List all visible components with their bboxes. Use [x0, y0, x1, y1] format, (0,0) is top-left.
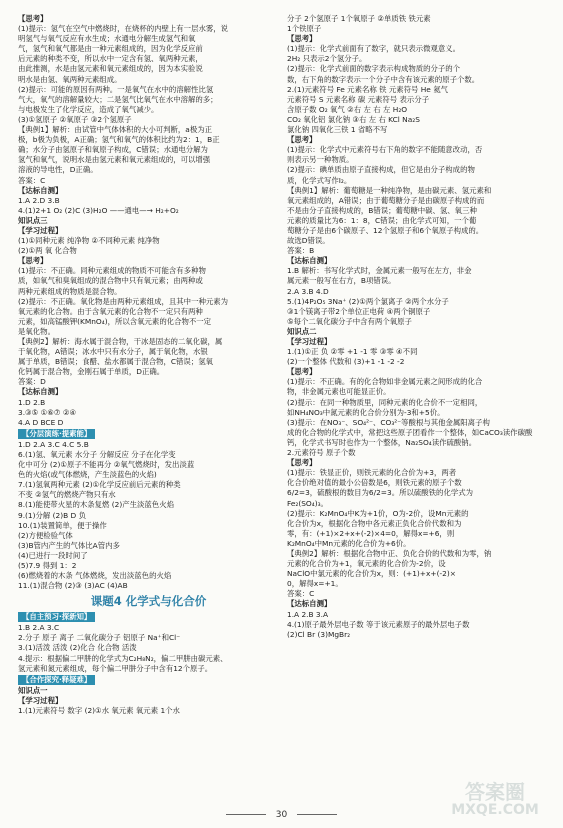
text-line: 6.(1)氢、氧元素 水分子 分解反应 分子在化学变: [18, 449, 176, 459]
text-line: 8.(1)能使带火星的木条复燃 (2)产生淡蓝色火焰: [18, 500, 174, 510]
text-line: 化钙属于混合物，金刚石属于单质，D正确。: [18, 367, 165, 377]
section-heading: 【学习过程】: [18, 225, 63, 235]
text-line: 2.A 3.B 4.D: [287, 286, 329, 296]
text-line: 化中可分 (2)①原子不能再分 ②氧气燃烧时，发出淡蓝: [18, 460, 195, 470]
text-line: 氯化钠 四氧化三铁 1 省略不写: [287, 125, 388, 135]
section-heading: 【思考】: [18, 256, 48, 266]
text-line: 由此推测，水是由氢元素和氧元素组成的，因为本实验说: [18, 64, 203, 74]
text-line: 2.(1)元素符号 Fe 元素名称 铁 元素符号 He 氦气: [287, 84, 448, 94]
text-line: 属于单质，B错误；食醋、盐水都属于混合物，C错误；氢氧: [18, 357, 213, 367]
text-line: 与电极发生了化学反应，造成了氧气减少。: [18, 104, 159, 114]
text-line: (2)提示：在同一种物质里，同种元素的化合价不一定相同，: [287, 397, 483, 407]
text-line: 【典例1】解析：由试管中气体体积的大小可判断，a极为正: [18, 125, 212, 135]
text-line: 氧元素组成的，A错误；由于葡萄糖分子是由碳原子构成的而: [287, 195, 485, 205]
section-banner-row: [18, 611, 279, 623]
text-line: 11.(1)混合物 (2)③ (3)AC (4)AB: [18, 581, 128, 591]
text-line: 元素的化合价为+1，氧元素的化合价为-2价，设: [287, 559, 446, 569]
text-line: 2H₂ 只表示2个氢分子。: [287, 54, 367, 64]
text-line: 故选D错误。: [287, 236, 330, 246]
text-line: (1)①同种元素 纯净物 ②不同种元素 纯净物: [18, 236, 160, 246]
text-line: 质，如氧气和臭氧组成的混合物中只有氧元素；由两种或: [18, 276, 203, 286]
text-line: 1.(1)①正 负 ②零 +1 -1 零 ③零 ④不同: [287, 347, 418, 357]
text-line: 钙，化学式书写时也作为一个整体，Na₂SO₄读作硫酸钠。: [287, 437, 477, 447]
section-banner-row: [18, 428, 279, 440]
text-line: 氢元素和氮元素组成，每个偏二甲肼分子中含有12个原子。: [18, 663, 213, 673]
text-line: 4.(1)2+1 O₂ (2)C (3)H₂O ——通电—→ H₂+O₂: [18, 205, 179, 215]
text-line: 5.(1)4P₂O₅ 3Na⁺ (2)①两个氯离子 ②两个水分子: [287, 296, 449, 306]
text-line: 明水是由氢、氧两种元素组成。: [18, 74, 122, 84]
section-banner-row: [18, 674, 279, 686]
section-heading: 知识点一: [18, 685, 48, 695]
text-line: 4.A D BCE D: [18, 417, 64, 427]
text-line: CO₂ 氧化铝 氯化钠 ③右 左 右 KCl Na₂S: [287, 114, 420, 124]
section-heading: 【思考】: [287, 458, 317, 468]
text-line: 9.(1)分解 (2)B D 负: [18, 510, 86, 520]
section-banner: 【合作探究·释疑难】: [18, 675, 95, 685]
text-line: ⑤每个二氧化碳分子中含有两个氧原子: [287, 316, 412, 326]
text-line: (2)①两 氧 化合物: [18, 246, 77, 256]
text-line: 含原子数 O₂ 氧气 ②右 左 右 左 H₂O: [287, 104, 408, 114]
text-line: (2)方便检验气体: [18, 530, 73, 540]
section-heading: 【达标自测】: [287, 599, 332, 609]
text-line: (1)提示：铁显正价，则铁元素的化合价为+3，两者: [287, 468, 457, 478]
text-line: (1)提示：化学式前面有了数字，就只表示微观意义。: [287, 44, 461, 54]
section-banner: 【自主预习·探新知】: [18, 612, 95, 622]
text-line: 3.(1)活泼 活泼 (2)化合 化合物 活泼: [18, 643, 137, 653]
text-line: (2)提示：化学式前面的数字表示构成物质的分子的个: [287, 64, 461, 74]
text-line: 【典例2】解析：海水属于混合物，干冰是固态的二氧化碳，属: [18, 337, 223, 346]
text-line: 1.B 2.A 3.C: [18, 623, 60, 633]
watermark-line1: 答案圈: [465, 780, 525, 804]
text-line: 数，右下角的数字表示一个分子中含有该元素的原子个数。: [287, 74, 480, 84]
section-heading: 【思考】: [287, 367, 317, 377]
text-line: 1.(1)元素符号 数字 (2)①水 氧元素 氧元素 1个水: [18, 705, 180, 715]
text-line: 气，氢气和氧气都是由一种元素组成的，因为化学反应前: [18, 44, 203, 54]
text-line: 是氧化物。: [18, 326, 55, 336]
text-line: 【典例1】解析：葡萄糖是一种纯净物，是由碳元素、氢元素和: [287, 185, 492, 195]
text-line: 后元素的种类不变，所以水中一定含有氢、氧两种元素，: [18, 54, 203, 64]
text-line: 元素，如高锰酸钾(KMnO₄)，所以含氧元素的化合物不一定: [18, 316, 212, 326]
text-line: NaClO中氯元素的化合价为x，则：(+1)+x+(-2)×: [287, 569, 456, 579]
text-line: 4.(1)原子最外层电子数 等于该元素原子的最外层电子数: [287, 619, 470, 629]
text-line: (2)一个整体 代数和 (3)+1 -1 -2 -2: [287, 357, 405, 367]
text-line: 3.③⑤ ①⑥⑦ ②④: [18, 407, 77, 417]
text-line: Fe₂(SO₄)₃。: [287, 498, 328, 508]
text-line: 2.分子 原子 离子 二氧化碳分子 铝原子 Na⁺和Cl⁻: [18, 633, 181, 643]
text-line: 【典例2】解析：根据化合物中正、负化合价的代数和为零，钠: [287, 548, 492, 558]
text-line: 6/2=3，硫酸根的数目为6/2=3。所以硫酸铁的化学式为: [287, 488, 474, 498]
text-line: 如NH₄NO₃中氮元素的化合价分别为-3和+5价。: [287, 407, 445, 417]
left-column: [18, 14, 279, 804]
text-line: 分子 2个氢原子 1个氧原子 ②单质铁 铁元素: [287, 14, 431, 23]
text-line: 答案：C: [18, 175, 46, 185]
text-line: 氢气和氧气，说明水是由氢元素和氧元素组成的，可以增强: [18, 155, 211, 165]
text-line: 1.D 2.B: [18, 397, 46, 407]
section-heading: 【思考】: [287, 34, 317, 44]
section-banner: 【分层演练·提素能】: [18, 429, 95, 439]
text-line: 元素的质量比为6：1：8，C错误；由化学式可知，一个葡: [287, 215, 477, 225]
text-line: (2)提示：可能的原因有两种。一是氧气在水中的溶解性比氢: [18, 84, 214, 94]
text-line: 质，化学式写作I₂。: [287, 175, 352, 185]
text-line: 1.A 2.B 3.A: [287, 609, 329, 619]
section-heading: 【思考】: [287, 135, 317, 145]
text-line: 氧元素的化合物。由于含氧元素的化合物不一定只有两种: [18, 306, 203, 316]
watermark-logo: [435, 782, 555, 822]
text-line: (2)提示：K₂MnO₄中K为+1价，O为-2价，设Mn元素的: [287, 508, 469, 518]
section-heading: 知识点三: [18, 215, 48, 225]
text-line: 明氢气与氧气反应有水生成；水通电分解生成氢气和氧: [18, 34, 196, 44]
section-heading: 【学习过程】: [18, 695, 63, 705]
text-line: 溶液的导电性，D正确。: [18, 165, 98, 175]
text-line: 不变 ②氢气的燃烧产物只有水: [18, 490, 116, 500]
text-line: ③1个镁离子带2个单位正电荷 ④两个铜原子: [287, 306, 431, 316]
text-line: (2)提示：不正确。氧化物是由两种元素组成，且其中一种元素为: [18, 296, 229, 306]
text-line: 确；水分子由氢原子和氧原子构成，C错误；水通电分解为: [18, 145, 208, 155]
text-line: (1)提示：化学式中元素符号右下角的数字不能随意改动，否: [287, 145, 483, 155]
lesson-title: 课题4 化学式与化合价: [90, 594, 207, 609]
text-line: 不是由分子直接构成的，B错误；葡萄糖中碳、氢、氧三种: [287, 205, 477, 215]
section-heading: 【思考】: [18, 14, 48, 23]
text-line: 零，有：(+1)×2+x+(-2)×4=0，解得x=+6，则: [287, 528, 455, 538]
text-line: 萄糖分子是由6个碳原子、12个氢原子和6个氧原子构成的。: [287, 225, 484, 235]
text-line: (1)提示：氢气在空气中燃烧时，在烧杯的内壁上有一层水雾，说: [18, 24, 229, 34]
answer-page: [18, 14, 548, 804]
watermark-line2: MXQE.COM: [451, 802, 539, 818]
text-line: (4)已进行一段时间了: [18, 550, 88, 560]
section-heading: 【达标自测】: [18, 387, 63, 397]
text-line: 答案：D: [18, 377, 46, 387]
section-heading: 【达标自测】: [18, 185, 63, 195]
text-line: 答案：C: [287, 589, 315, 599]
text-line: 则表示另一种物质。: [287, 155, 354, 165]
text-line: 1.D 2.A 3.C 4.C 5.B: [18, 439, 89, 449]
text-line: 10.(1)装置简单，便于操作: [18, 520, 107, 530]
text-line: 7.(1)氢氧两种元素 (2)①化学反应前后元素的种类: [18, 480, 181, 490]
section-heading: 【达标自测】: [287, 256, 332, 266]
text-line: 1.B 解析：书写化学式时，金属元素一般写在左方，非金: [287, 266, 472, 276]
text-line: 气大，氧气的溶解量较大；二是氢气比氧气在水中溶解的多；: [18, 94, 218, 104]
text-line: (3)B管内产生的气体比A管内多: [18, 540, 120, 550]
text-line: 属元素一般写在右方，B项错误。: [287, 276, 396, 286]
text-line: (3)①氢原子 ②氧原子 ③2个氢原子: [18, 114, 132, 124]
text-line: 元素符号 S 元素名称 碳 元素符号 表示分子: [287, 94, 430, 104]
text-line: K₂MnO₄中Mn元素的化合价为+6价。: [287, 538, 411, 548]
text-line: 两种元素组成的物质是混合物。: [18, 286, 122, 296]
text-line: 1个铁原子: [287, 24, 322, 34]
text-line: 色的火焰(或气体燃烧，产生淡蓝色的火焰): [18, 470, 157, 480]
page-number: 30: [275, 810, 288, 820]
text-line: (2)提示：碘单质由原子直接构成，但它是由分子构成的物: [287, 165, 475, 175]
text-line: 1.A 2.D 3.B: [18, 195, 60, 205]
section-heading: 知识点二: [287, 326, 317, 336]
text-line: 2.元素符号 原子个数: [287, 448, 356, 458]
text-line: (6)燃烧着的木条 气体燃烧，发出淡蓝色的火焰: [18, 571, 172, 581]
text-line: 极，b极为负极，A正确；氢气和氧气的体积比约为2：1，B正: [18, 135, 220, 145]
text-line: (5)7.9 得到 1：2: [18, 560, 77, 570]
text-line: (1)提示：不正确。同种元素组成的物质不可能含有多种物: [18, 266, 206, 276]
text-line: (2)Cl Br (3)MgBr₂: [287, 629, 351, 639]
text-line: 成的化合物的化学式中，常把这些原子团看作一个整体，如CaCO₃读作碳酸: [287, 427, 533, 437]
text-line: 于氧化物，A错误；冰水中只有水分子，属于氧化物，水银: [18, 347, 208, 357]
section-heading: 【学习过程】: [287, 337, 332, 346]
text-line: (3)提示：在NO₃⁻、SO₄²⁻、CO₃²⁻等酸根与其他金属阳离子构: [287, 417, 490, 427]
text-line: 0，解得x=+1。: [287, 579, 343, 589]
text-line: 化合价为x，根据化合物中各元素正负化合价代数和为: [287, 518, 462, 528]
text-line: (1)提示：不正确。有的化合物如非金属元素之间形成的化合: [287, 377, 483, 387]
text-line: 4.提示：根据偏二甲肼的化学式为C₂H₈N₂，偏二甲肼由碳元素、: [18, 653, 228, 663]
text-line: 化合价绝对值的最小公倍数是6，则铁元素的原子个数: [287, 478, 462, 488]
text-line: 答案：B: [287, 246, 315, 256]
text-line: 物，非金属元素也可能显正价。: [287, 387, 391, 397]
right-column: [287, 14, 548, 804]
